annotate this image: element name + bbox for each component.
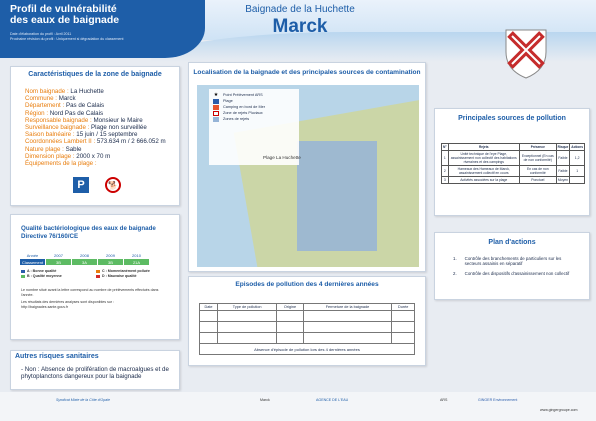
source-action-cell: 1,2 <box>570 151 585 166</box>
source-risque-cell: Faible <box>556 151 570 166</box>
action-item <box>453 256 579 267</box>
source-presence-cell: Ponctuel <box>519 177 556 184</box>
source-n-cell: 2 <box>442 166 449 177</box>
characteristic-value: Sable <box>63 145 82 153</box>
risks-title: Autres risques sanitaires <box>15 353 99 360</box>
characteristic-key: Saison balnéaire : <box>25 131 75 139</box>
characteristic-key: Surveillance baignade : <box>25 124 90 132</box>
quality-legend <box>21 269 171 279</box>
characteristics-panel <box>10 66 180 206</box>
pollution-episodes-table <box>199 303 415 355</box>
table-header: Fermeture de la baignade <box>303 304 392 311</box>
action-plan-title: Plan d'actions <box>488 239 536 246</box>
characteristic-row <box>25 153 179 160</box>
table-header: Origine <box>277 304 303 311</box>
pollution-sources-table <box>441 143 585 184</box>
characteristics-list <box>25 88 179 167</box>
pollution-sources-panel <box>434 108 590 216</box>
quality-table <box>19 251 150 266</box>
characteristic-row <box>25 131 179 138</box>
location-map <box>197 85 419 267</box>
quality-class: 3B <box>46 259 72 266</box>
map-legend-item: Point Prélèvement ARS <box>223 93 263 97</box>
table-row <box>442 177 585 184</box>
legend-swatch <box>96 270 100 273</box>
quality-year-label: Année <box>20 252 46 259</box>
sampling-point-icon: ★ <box>213 91 219 98</box>
logo-syndicat: Syndicat Mixte de la Côte d'Opale <box>56 398 111 402</box>
legend-item: A : Bonne qualité <box>27 269 57 273</box>
characteristic-key: Coordonnées Lambert II : <box>25 138 96 146</box>
beach-equipment <box>73 177 121 193</box>
source-rejet-cell: Activités associées sur la plage <box>448 177 519 184</box>
characteristic-row <box>25 146 179 153</box>
legend-swatch <box>21 270 25 273</box>
quality-class: 21A <box>124 259 150 266</box>
action-plan-list <box>453 256 579 276</box>
table-header: Durée <box>392 304 415 311</box>
characteristic-row <box>25 102 179 109</box>
action-plan-panel <box>434 232 590 300</box>
legend-item: D : Mauvaise qualité <box>102 274 137 278</box>
characteristic-value: Monsieur le Maire <box>91 116 143 124</box>
characteristic-row <box>25 160 179 167</box>
action-text: Contrôle des branchements de particuliers sur les secteurs assainis en séparatif <box>464 256 562 267</box>
source-risque-cell: Faible <box>556 166 570 177</box>
characteristic-value: Plage non surveillée <box>89 124 147 132</box>
pollution-episodes-footer: Absence d'épisode de pollution lors des 4 dernières années <box>200 344 415 355</box>
table-row <box>442 151 585 166</box>
characteristic-key: Nature plage : <box>25 145 64 153</box>
source-n-cell: 3 <box>442 177 449 184</box>
legend-item: B : Qualité moyenne <box>27 274 62 278</box>
map-legend-item: Plage <box>223 99 233 103</box>
characteristic-row <box>25 124 179 131</box>
quality-year: 2007 <box>46 252 72 259</box>
table-row <box>200 322 415 333</box>
action-number: 2. <box>453 270 457 276</box>
characteristic-value: 2000 x 70 m <box>74 152 111 160</box>
table-header: N° <box>443 145 447 149</box>
table-header: Rejets <box>448 144 519 151</box>
characteristic-key: Département : <box>25 102 65 110</box>
characteristic-value: La Huchette <box>68 88 104 95</box>
characteristic-value: Marck <box>56 95 76 103</box>
rain-outfall-icon <box>213 111 219 116</box>
characteristic-row <box>25 138 179 145</box>
characteristic-row <box>25 88 179 95</box>
logo-marck: Marck <box>260 398 270 402</box>
footer-logos <box>0 392 596 421</box>
logo-ginger: GINGER Environnement <box>478 398 518 402</box>
map-legend-item: Camping en bord de Mer <box>223 105 265 109</box>
characteristic-value: Pas de Calais <box>64 102 105 110</box>
profile-meta: Date d'élaboration du profil : Avril 2011 Prochaine révision du profil : Uniquement si dégradation du classement <box>10 32 124 41</box>
camping-icon <box>213 105 219 110</box>
risks-text: - Non : Absence de prolifération de macroalgues et de phytoplanctons dangereux pour la baignade <box>21 366 169 380</box>
map-place-label: Plage La Huchette <box>263 155 301 160</box>
header <box>0 0 596 62</box>
quality-year: 2008 <box>72 252 98 259</box>
source-n-cell: 1 <box>442 151 449 166</box>
table-header: Actions <box>571 145 583 149</box>
characteristic-row <box>25 95 179 102</box>
characteristic-key: Équipements de la plage : <box>25 160 97 168</box>
map-legend-item: Zones de rejets <box>223 117 250 121</box>
characteristic-key: Responsable baignade : <box>25 116 92 124</box>
pollution-episodes-title: Episodes de pollution des 4 dernières années <box>235 281 379 288</box>
results-link[interactable]: http://baignades.sante.gouv.fr <box>21 304 69 309</box>
beach-icon <box>213 99 219 104</box>
legend-swatch <box>96 275 100 278</box>
action-item <box>453 271 579 276</box>
quality-class-label: Classement <box>20 259 46 266</box>
characteristic-key: Nom baignade : <box>25 88 69 95</box>
table-header: Présence <box>519 144 556 151</box>
source-action-cell: 1 <box>570 166 585 177</box>
site-subtitle: Baignade de la Huchette <box>245 4 355 15</box>
map-title: Localisation de la baignade et des principales sources de contamination <box>193 69 421 76</box>
characteristic-value: Nord Pas de Calais <box>48 109 104 117</box>
source-rejet-cell: Hameaux des Hameaux de Marck, assainissement collectif en cours <box>448 166 519 177</box>
action-text: Contrôle des dispositifs d'assainissement non collectif <box>464 270 570 276</box>
quality-class: 3B <box>98 259 124 266</box>
town-crest-icon <box>496 22 556 82</box>
table-row <box>200 311 415 322</box>
quality-class: 3A <box>72 259 98 266</box>
map-panel <box>188 62 426 272</box>
legend-swatch <box>21 275 25 278</box>
logo-ars: ARS <box>440 398 448 402</box>
header-title-block <box>0 0 205 58</box>
quality-title: Qualité bactériologique des eaux de baignade Directive 76/160/CE <box>21 225 156 240</box>
characteristic-row <box>25 117 179 124</box>
logo-agence-eau: AGENCE DE L'EAU <box>316 398 349 402</box>
quality-year: 2010 <box>124 252 150 259</box>
source-risque-cell: Moyen <box>557 178 569 182</box>
pollution-episodes-panel <box>188 276 426 366</box>
source-rejet-cell: Unité technique de l'eye Plage, assainissement non collectif des habitations riveraines et des campings <box>448 151 519 166</box>
quality-year: 2009 <box>98 252 124 259</box>
map-legend <box>209 89 299 165</box>
pollution-sources-title: Principales sources de pollution <box>458 115 566 122</box>
action-number: 1. <box>453 256 457 261</box>
source-presence-cell: En cas de non conformité <box>519 166 556 177</box>
characteristic-value: 573.634 m / 2 666.052 m <box>95 138 166 146</box>
rejection-zone-icon <box>213 117 219 122</box>
table-header: Type de pollution <box>218 304 277 311</box>
characteristics-title: Caractéristiques de la zone de baignade <box>28 71 162 78</box>
quality-note: Le nombre situé avant la lettre correspond au nombre de prélèvements effectués dans l'année. Les résultats des dernières analyses sont disponibles sur : http://baignades.sante.gouv.fr <box>21 288 171 309</box>
characteristic-key: Commune : <box>25 95 57 103</box>
table-header: Risque <box>557 145 569 149</box>
table-row <box>442 166 585 177</box>
source-presence-cell: Exceptionnel (En cas de non conformité) <box>519 151 556 166</box>
table-header: Date <box>200 304 218 311</box>
parking-icon: P <box>73 177 89 193</box>
quality-panel <box>10 214 180 340</box>
map-legend-item: Zone de rejets Pluviaux <box>223 111 263 115</box>
logo-gingergroupe: www.gingergroupe.com <box>540 408 578 412</box>
characteristic-key: Région : <box>25 109 49 117</box>
characteristic-value: 15 juin / 15 septembre <box>74 131 138 139</box>
no-dog-icon: 🐕 <box>105 177 121 193</box>
legend-item: C : Momentanément polluée <box>102 269 150 273</box>
characteristic-key: Dimension plage : <box>25 152 75 160</box>
characteristic-row <box>25 110 179 117</box>
risks-panel <box>10 350 180 390</box>
source-action-cell <box>570 177 585 184</box>
site-name: Marck <box>272 16 328 37</box>
table-row <box>200 333 415 344</box>
map-rejection-zone <box>297 141 377 251</box>
profile-title: Profil de vulnérabilité des eaux de baignade <box>10 3 120 26</box>
